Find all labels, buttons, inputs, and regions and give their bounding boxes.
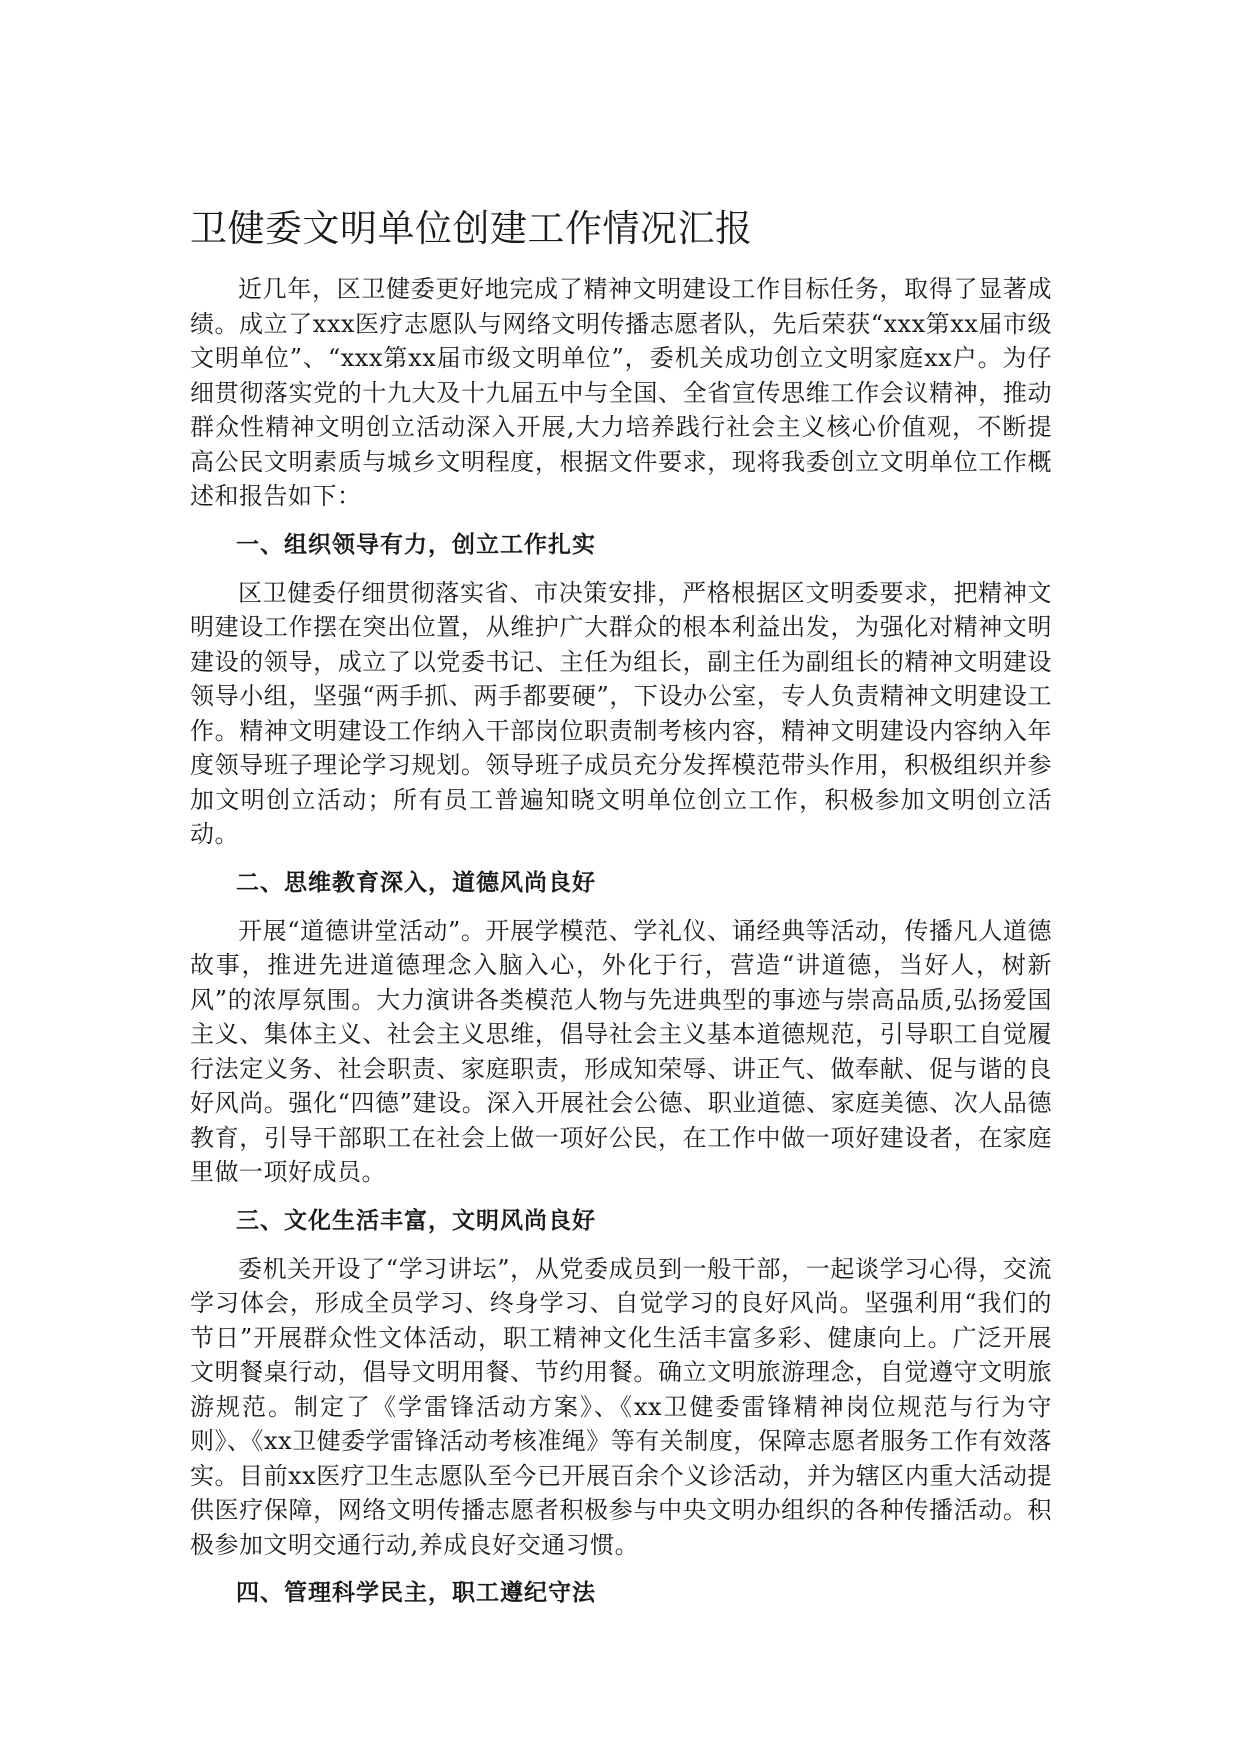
- section-3-body: 委机关开设了“学习讲坛”，从党委成员到一般干部，一起谈学习心得，交流学习体会，形成全员学习、终身学习、自觉学习的良好风尚。坚强利用“我们的节日”开展群众性文体活动，职工精神文化生活丰富多彩、健康向上。广泛开展文明餐桌行动，倡导文明用餐、节约用餐。确立文明旅游理念，自觉遵守文明旅游规范。制定了《学雷锋活动方案》、《xx卫健委雷锋精神岗位规范与行为守则》、《xx卫健委学雷锋活动考核准绳》等有关制度，保障志愿者服务工作有效落实。目前xx医疗卫生志愿队至今已开展百余个义诊活动，并为辖区内重大活动提供医疗保障，网络文明传播志愿者积极参与中央文明办组织的各种传播活动。积极参加文明交通行动,养成良好交通习惯。: [190, 1254, 1052, 1559]
- page-title: 卫健委文明单位创建工作情况汇报: [190, 207, 753, 250]
- section-1-heading: 一、组织领导有力，创立工作扎实: [236, 531, 596, 558]
- section-2-heading: 二、思维教育深入，道德风尚良好: [236, 869, 596, 896]
- section-1-body: 区卫健委仔细贯彻落实省、市决策安排，严格根据区文明委要求，把精神文明建设工作摆在突出位置，从维护广大群众的根本利益出发，为强化对精神文明建设的领导，成立了以党委书记、主任为组长，副主任为副组长的精神文明建设领导小组，坚强“两手抓、两手都要硬”，下设办公室，专人负责精神文明建设工作。精神文明建设工作纳入干部岗位职责制考核内容，精神文明建设内容纳入年度领导班子理论学习规划。领导班子成员充分发挥模范带头作用，积极组织并参加文明创立活动；所有员工普遍知晓文明单位创立工作，积极参加文明创立活动。: [190, 578, 1052, 848]
- section-2-body: 开展“道德讲堂活动”。开展学模范、学礼仪、诵经典等活动，传播凡人道德故事，推进先进道德理念入脑入心，外化于行，营造“讲道德，当好人，树新风”的浓厚氛围。大力演讲各类模范人物与先进典型的事迹与崇高品质,弘扬爱国主义、集体主义、社会主义思维，倡导社会主义基本道德规范，引导职工自觉履行法定义务、社会职责、家庭职责，形成知荣辱、讲正气、做奉献、促与谐的良好风尚。强化“四德”建设。深入开展社会公德、职业道德、家庭美德、次人品德教育，引导干部职工在社会上做一项好公民，在工作中做一项好建设者，在家庭里做一项好成员。: [190, 916, 1052, 1186]
- document-page: [190, 200, 1052, 1624]
- intro-paragraph: 近几年，区卫健委更好地完成了精神文明建设工作目标任务，取得了显著成绩。成立了xxx医疗志愿队与网络文明传播志愿者队，先后荣获“xxx第xx届市级文明单位”、“xxx第xx届市级文明单位”，委机关成功创立文明家庭xx户。为仔细贯彻落实党的十九大及十九届五中与全国、全省宣传思维工作会议精神，推动群众性精神文明创立活动深入开展,大力培养践行社会主义核心价值观，不断提高公民文明素质与城乡文明程度，根据文件要求，现将我委创立文明单位工作概述和报告如下：: [190, 275, 1052, 510]
- section-4-heading: 四、管理科学民主，职工遵纪守法: [236, 1580, 596, 1606]
- section-3-heading: 三、文化生活丰富，文明风尚良好: [236, 1207, 596, 1234]
